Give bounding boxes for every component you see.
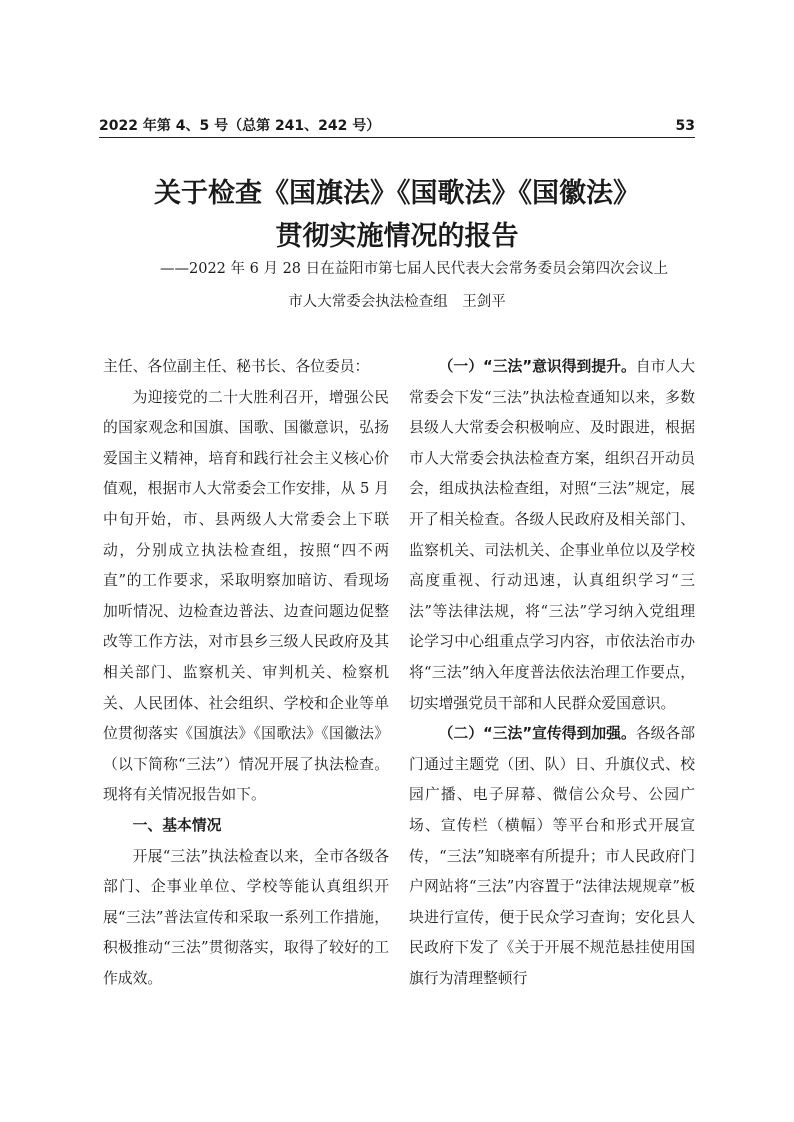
section-heading: 一、基本情况 xyxy=(132,816,222,834)
paragraph-publicity xyxy=(409,719,695,994)
paragraph-publicity-lead: （二）“三法”宣传得到加强。 xyxy=(438,725,636,743)
intro-paragraph: 为迎接党的二十大胜利召开，增强公民的国家观念和国旗、国歌、国徽意识，弘扬爱国主义精神，培育和践行社会主义核心价值观，根据市人大常委会工作安排，从 5 月中旬开始，市、县两级人大常委会上下联动，分别成立执法检查组，按照“四不两直”的工作要求，采取明察加暗访、看现场加听情况、边检查边普法、边查问题边促整改等工作方法，对市县乡三级人民政府及其相关部门、监察机关、审判机关、检察机关、人民团体、社会组织、学校和企业等单位贯彻落实《国旗法》《国歌法》《国徽法》（以下简称“三法”）情况开展了执法检查。现将有关情况报告如下。 xyxy=(103,388,389,804)
running-header xyxy=(99,116,695,136)
salutation: 主任、各位副主任、秘书长、各位委员： xyxy=(103,358,370,375)
title-line-1: 关于检查《国旗法》《国歌法》《国徽法》 xyxy=(154,178,640,209)
right-column xyxy=(409,352,695,994)
paragraph-awareness xyxy=(409,352,695,719)
header-rule xyxy=(99,137,695,138)
page-number: 53 xyxy=(675,118,695,134)
issue-info: 2022 年第 4、5 号（总第 241、242 号） xyxy=(99,118,381,134)
paragraph-publicity-body: 各级各部门通过主题党（团、队）日、升旗仪式、校园广播、电子屏幕、微信公众号、公园广场、宣传栏（横幅）等平台和形式开展宣传，“三法”知晓率有所提升；市人民政府门户网站将“三法”内容置于“法律法规规章”板块进行宣传，便于民众学习查询；安化县人民政府下发了《关于开展不规范悬挂使用国旗行为清理整顿行 xyxy=(409,725,695,987)
paragraph-awareness-body: 自市人大常委会下发“三法”执法检查通知以来，多数县级人大常委会积极响应、及时跟进，根据市人大常委会执法检查方案，组织召开动员会，组成执法检查组，对照“三法”规定，展开了相关检查。各级人民政府及相关部门、监察机关、司法机关、企事业单位以及学校高度重视、行动迅速，认真组织学习“三法”等法律法规，将“三法”学习纳入党组理论学习中心组重点学习内容，市依法治市办将“三法”纳入年度普法依法治理工作要点，切实增强党员干部和人民群众爱国意识。 xyxy=(409,358,695,712)
paragraph-awareness-lead: （一）“三法”意识得到提升。 xyxy=(438,358,636,375)
title-line-2: 贯彻实施情况的报告 xyxy=(275,221,519,252)
section-paragraph: 开展“三法”执法检查以来，全市各级各部门、企事业单位、学校等能认真组织开展“三法”普法宣传和采取一系列工作措施，积极推动“三法”贯彻落实，取得了较好的工作成效。 xyxy=(103,847,389,987)
left-column xyxy=(103,352,389,994)
subtitle-author: 市人大常委会执法检查组 王剑平 xyxy=(288,294,506,310)
subtitle-occasion: ——2022 年 6 月 28 日在益阳市第七届人民代表大会常务委员会第四次会议上 xyxy=(160,261,669,277)
